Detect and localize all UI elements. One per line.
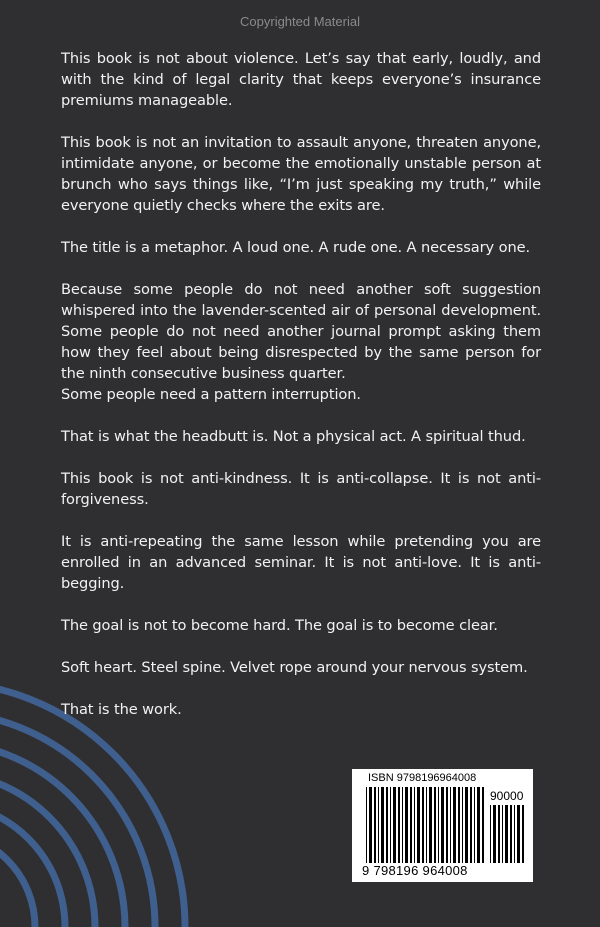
barcode-bar	[434, 787, 436, 863]
paragraph-3: The title is a metaphor. A loud one. A rude one. A necessary one.	[61, 239, 531, 256]
barcode-bar	[422, 787, 424, 863]
barcode-bar	[482, 787, 484, 863]
barcode-bar	[470, 787, 472, 863]
barcode-bar	[477, 787, 480, 863]
price-code: 90000	[490, 789, 524, 803]
paragraph-11: That is the work.	[61, 701, 182, 718]
barcode-bar	[493, 805, 496, 863]
back-cover-text	[61, 48, 541, 741]
ring-1	[0, 832, 35, 927]
barcode-bar	[393, 787, 396, 863]
paragraph-2: This book is not an invitation to assault anyone, threaten anyone, intimidate anyone, or become the emotionally unstable person at brunch who says things like, “I’m just speaking my truth,” while everyone quietly checks where the exits are.	[61, 134, 541, 214]
barcode-bar	[462, 787, 463, 863]
paragraph-7: This book is not anti-kindness. It is anti-collapse. It is not anti-forgiveness.	[61, 470, 541, 508]
barcode-bar	[446, 787, 448, 863]
barcode-bar	[405, 787, 408, 863]
isbn-label: ISBN 9798196964008	[368, 772, 477, 784]
barcode-bar	[398, 787, 400, 863]
barcode-bar	[505, 805, 508, 863]
barcode-bar	[465, 787, 468, 863]
ring-3	[0, 772, 95, 927]
barcode-bar	[366, 787, 367, 863]
barcode-bar	[450, 787, 451, 863]
barcode-bar	[417, 787, 420, 863]
paragraph-5: Some people need a pattern interruption.	[61, 386, 361, 403]
paragraph-9: The goal is not to become hard. The goal is to become clear.	[61, 617, 498, 634]
ring-5	[0, 712, 155, 927]
barcode-bar	[374, 787, 376, 863]
barcode-bar	[490, 805, 491, 863]
barcode-bar	[438, 787, 439, 863]
barcode-bar	[502, 805, 503, 863]
barcode-bar	[429, 787, 432, 863]
paragraph-1: This book is not about violence. Let’s say that early, loudly, and with the kind of legal clarity that keeps everyone’s insurance premiums manageable.	[61, 50, 541, 109]
isbn-digits: 9 798196 964008	[362, 863, 468, 878]
barcode-bar	[522, 805, 524, 863]
barcode-bar	[410, 787, 412, 863]
barcode-bar	[510, 805, 512, 863]
barcode-bar	[453, 787, 456, 863]
barcode-bars	[366, 787, 486, 863]
barcode-bar	[369, 787, 372, 863]
paragraph-10: Soft heart. Steel spine. Velvet rope around your nervous system.	[61, 659, 528, 676]
barcode-bar	[474, 787, 475, 863]
paragraph-6: That is what the headbutt is. Not a physical act. A spiritual thud.	[61, 428, 526, 445]
isbn-barcode	[352, 769, 533, 882]
barcode-bar	[402, 787, 403, 863]
watermark-top: Copyrighted Material	[240, 14, 360, 29]
barcode-bar	[414, 787, 415, 863]
barcode-bar	[517, 805, 520, 863]
barcode-bar	[514, 805, 515, 863]
barcode-bar	[426, 787, 427, 863]
paragraph-8: It is anti-repeating the same lesson while pretending you are enrolled in an advanced seminar. It is not anti-love. It is anti-begging.	[61, 533, 541, 592]
barcode-bar	[381, 787, 384, 863]
barcode-bar	[441, 787, 444, 863]
barcode-bar	[378, 787, 379, 863]
price-barcode-bars	[490, 805, 526, 863]
barcode-bar	[458, 787, 460, 863]
barcode-bar	[390, 787, 391, 863]
barcode-bar	[386, 787, 388, 863]
barcode-bar	[498, 805, 500, 863]
paragraph-4: Because some people do not need another soft suggestion whispered into the lavender-scented air of personal development. Some people do not need another journal prompt asking them how they feel about being disrespected by the same person for the ninth consecutive business quarter.	[61, 281, 541, 382]
